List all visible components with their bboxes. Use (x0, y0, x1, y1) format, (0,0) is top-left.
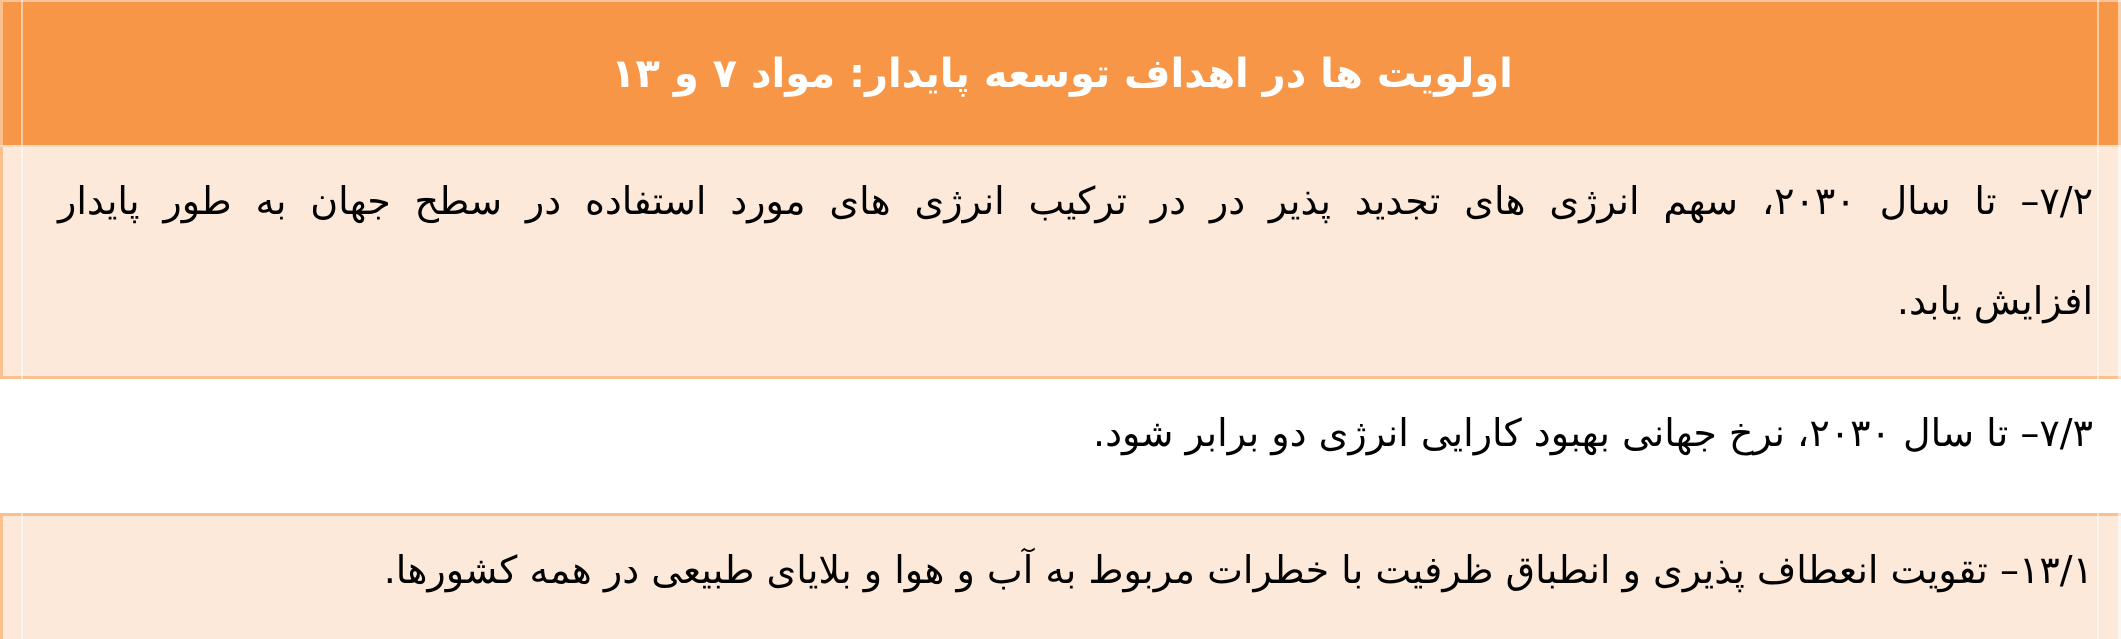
target-13-1-text: ۱۳/۱– تقویت انعطاف پذیری و انطباق ظرفیت با خطرات مربوط به آب و هوا و بلایای طبیعی در همه کشورها. (383, 548, 2093, 592)
target-7-2-text-line-2: افزایش یابد. (1896, 279, 2093, 323)
target-7-3-text: ۷/۳– تا سال ۲۰۳۰، نرخ جهانی بهبود کارایی انرژی دو برابر شود. (1092, 411, 2093, 455)
table-row-target-7-3 (0, 379, 2121, 513)
target-7-2-text-line-1: ۷/۲– تا سال ۲۰۳۰، سهم انرژی های تجدید پذیر در در ترکیب انرژی های مورد استفاده در سطح جهان به طور پایدار (58, 179, 2094, 223)
table-title: اولویت ها در اهداف توسعه پایدار: مواد ۷ و ۱۳ (611, 50, 1513, 97)
table-header-row (0, 0, 2121, 145)
table-row-target-7-2 (0, 147, 2121, 376)
table-row-target-13-1 (0, 516, 2121, 639)
